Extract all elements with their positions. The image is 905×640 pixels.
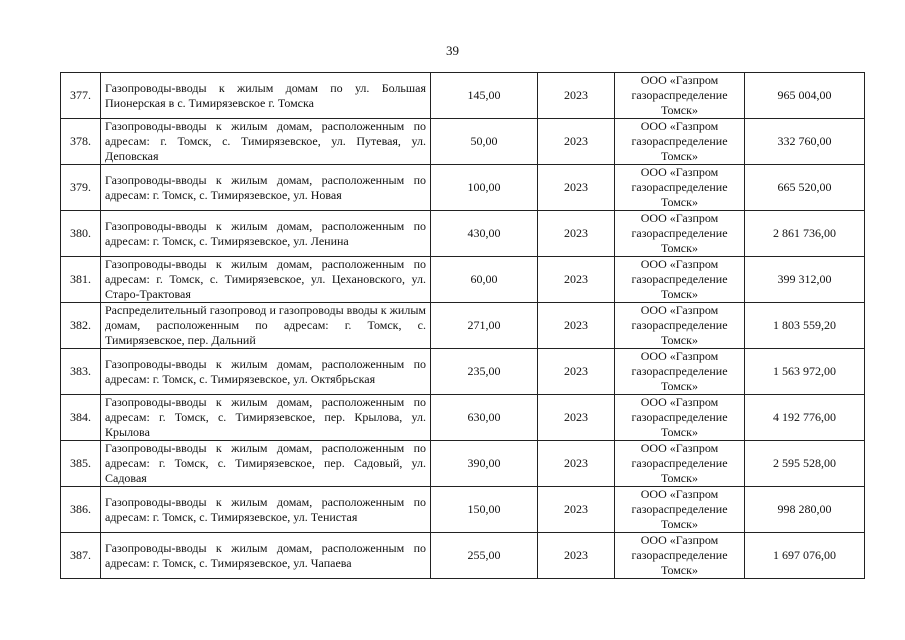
row-description: Газопроводы-вводы к жилым домам по ул. Большая Пионерская в с. Тимирязевское г. Томска: [101, 73, 431, 119]
table-row: [61, 487, 865, 533]
row-description: Газопроводы-вводы к жилым домам, расположенным по адресам: г. Томск, с. Тимирязевское, пер. Крылова, ул. Крылова: [101, 395, 431, 441]
row-cost: 1 563 972,00: [745, 349, 865, 395]
row-organization: ООО «Газпром газораспределение Томск»: [615, 73, 745, 119]
row-cost: 399 312,00: [745, 257, 865, 303]
table-row: [61, 533, 865, 579]
row-length: 630,00: [431, 395, 538, 441]
row-description: Газопроводы-вводы к жилым домам, расположенным по адресам: г. Томск, с. Тимирязевское, ул. Ленина: [101, 211, 431, 257]
row-organization: ООО «Газпром газораспределение Томск»: [615, 211, 745, 257]
row-organization: ООО «Газпром газораспределение Томск»: [615, 119, 745, 165]
row-description: Газопроводы-вводы к жилым домам, расположенным по адресам: г. Томск, с. Тимирязевское, ул. Тенистая: [101, 487, 431, 533]
row-year: 2023: [538, 165, 615, 211]
row-year: 2023: [538, 211, 615, 257]
row-description: Газопроводы-вводы к жилым домам, расположенным по адресам: г. Томск, с. Тимирязевское, ул. Цехановского, ул. Старо-Трактовая: [101, 257, 431, 303]
row-number: 384.: [61, 395, 101, 441]
row-organization: ООО «Газпром газораспределение Томск»: [615, 395, 745, 441]
row-description: Газопроводы-вводы к жилым домам, расположенным по адресам: г. Томск, с. Тимирязевское, ул. Новая: [101, 165, 431, 211]
row-cost: 1 803 559,20: [745, 303, 865, 349]
row-number: 377.: [61, 73, 101, 119]
row-year: 2023: [538, 487, 615, 533]
row-organization: ООО «Газпром газораспределение Томск»: [615, 533, 745, 579]
row-number: 379.: [61, 165, 101, 211]
row-length: 100,00: [431, 165, 538, 211]
row-number: 387.: [61, 533, 101, 579]
row-year: 2023: [538, 73, 615, 119]
table-row: [61, 211, 865, 257]
row-number: 386.: [61, 487, 101, 533]
row-length: 150,00: [431, 487, 538, 533]
row-length: 50,00: [431, 119, 538, 165]
row-description: Газопроводы-вводы к жилым домам, расположенным по адресам: г. Томск, с. Тимирязевское, ул. Октябрьская: [101, 349, 431, 395]
table-row: [61, 303, 865, 349]
row-organization: ООО «Газпром газораспределение Томск»: [615, 487, 745, 533]
row-length: 430,00: [431, 211, 538, 257]
row-organization: ООО «Газпром газораспределение Томск»: [615, 257, 745, 303]
row-year: 2023: [538, 395, 615, 441]
row-year: 2023: [538, 441, 615, 487]
row-number: 382.: [61, 303, 101, 349]
row-year: 2023: [538, 303, 615, 349]
row-cost: 965 004,00: [745, 73, 865, 119]
row-cost: 2 861 736,00: [745, 211, 865, 257]
row-description: Газопроводы-вводы к жилым домам, расположенным по адресам: г. Томск, с. Тимирязевское, ул. Путевая, ул. Деповская: [101, 119, 431, 165]
table-row: [61, 441, 865, 487]
row-year: 2023: [538, 349, 615, 395]
table-row: [61, 119, 865, 165]
row-number: 385.: [61, 441, 101, 487]
row-number: 380.: [61, 211, 101, 257]
row-organization: ООО «Газпром газораспределение Томск»: [615, 303, 745, 349]
row-length: 145,00: [431, 73, 538, 119]
row-description: Распределительный газопровод и газопроводы вводы к жилым домам, расположенным по адресам: г. Томск, с. Тимирязевское, пер. Дальний: [101, 303, 431, 349]
row-length: 390,00: [431, 441, 538, 487]
row-number: 378.: [61, 119, 101, 165]
row-year: 2023: [538, 533, 615, 579]
row-organization: ООО «Газпром газораспределение Томск»: [615, 165, 745, 211]
row-cost: 2 595 528,00: [745, 441, 865, 487]
table-row: [61, 349, 865, 395]
row-organization: ООО «Газпром газораспределение Томск»: [615, 349, 745, 395]
row-length: 271,00: [431, 303, 538, 349]
table-row: [61, 165, 865, 211]
objects-table: [60, 72, 865, 579]
row-cost: 4 192 776,00: [745, 395, 865, 441]
row-description: Газопроводы-вводы к жилым домам, расположенным по адресам: г. Томск, с. Тимирязевское, пер. Садовый, ул. Садовая: [101, 441, 431, 487]
page-number: 39: [446, 43, 459, 58]
row-year: 2023: [538, 257, 615, 303]
row-length: 60,00: [431, 257, 538, 303]
row-number: 383.: [61, 349, 101, 395]
table-row: [61, 395, 865, 441]
row-organization: ООО «Газпром газораспределение Томск»: [615, 441, 745, 487]
table-body: [61, 73, 865, 579]
row-cost: 665 520,00: [745, 165, 865, 211]
row-description: Газопроводы-вводы к жилым домам, расположенным по адресам: г. Томск, с. Тимирязевское, ул. Чапаева: [101, 533, 431, 579]
row-cost: 1 697 076,00: [745, 533, 865, 579]
row-cost: 998 280,00: [745, 487, 865, 533]
row-year: 2023: [538, 119, 615, 165]
row-number: 381.: [61, 257, 101, 303]
row-length: 235,00: [431, 349, 538, 395]
row-length: 255,00: [431, 533, 538, 579]
table-row: [61, 257, 865, 303]
table-row: [61, 73, 865, 119]
row-cost: 332 760,00: [745, 119, 865, 165]
